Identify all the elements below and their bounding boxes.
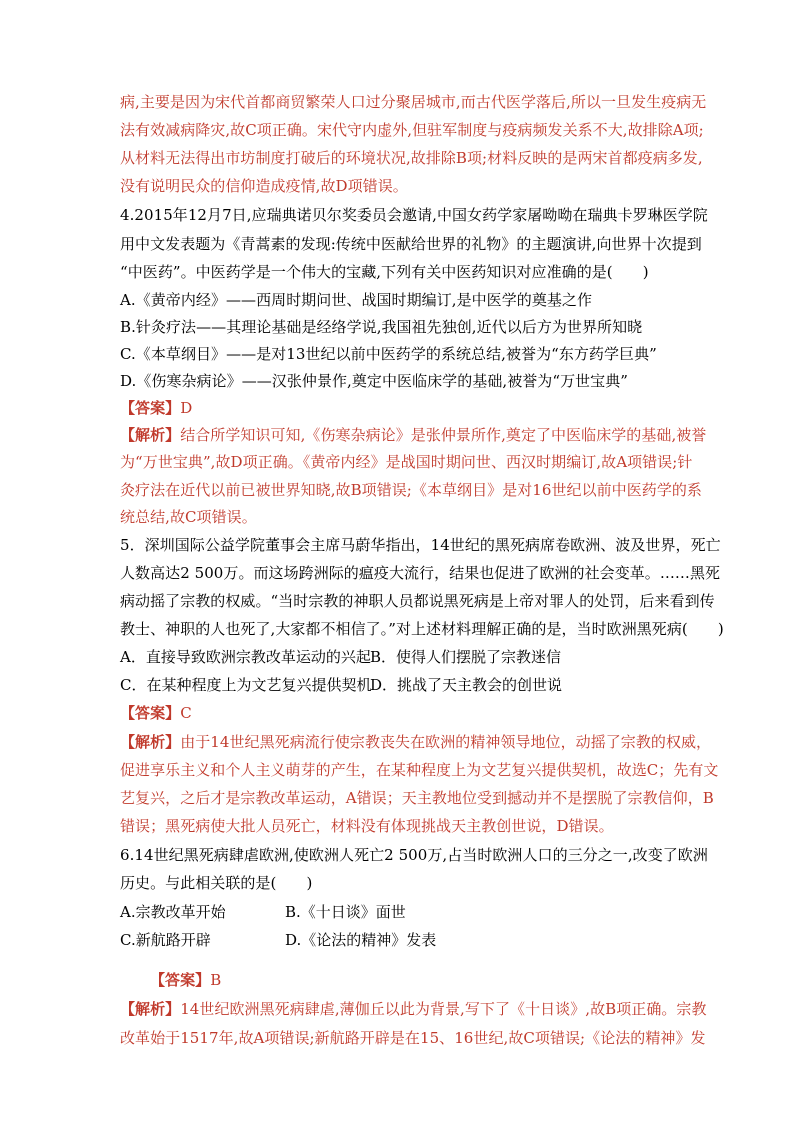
answer-label: 【答案】 [120, 399, 181, 417]
prev-explanation-line: 病,主要是因为宋代首都商贸繁荣人口过分聚居城市,而古代医学落后,所以一旦发生疫病无 [120, 93, 707, 111]
q4-analysis-line: 为“万世宝典”,故D项正确。《黄帝内经》是战国时期问世、西汉时期编订,故A项错误;针 [120, 453, 693, 471]
q6-option-c: C.新航路开辟 [120, 931, 211, 949]
q6-stem-line: 历史。与此相关联的是( ) [120, 874, 313, 892]
q4-option-b: B.针灸疗法——其理论基础是经络学说,我国祖先独创,近代以后方为世界所知晓 [120, 318, 643, 336]
q5-stem-line: 5．深圳国际公益学院董事会主席马蔚华指出，14世纪的黑死病席卷欧洲、波及世界，死亡 [120, 536, 721, 554]
q4-stem-line: 4.2015年12月7日,应瑞典诺贝尔奖委员会邀请,中国女药学家屠呦呦在瑞典卡罗琳医学院 [120, 206, 708, 224]
q6-option-d: D.《论法的精神》发表 [285, 931, 437, 949]
q6-analysis-line: 改革始于1517年,故A项错误;新航路开辟是在15、16世纪,故C项错误;《论法的精神》发 [120, 1029, 706, 1047]
answer-label: 【答案】 [120, 704, 181, 722]
prev-explanation-line: 从材料无法得出市坊制度打破后的环境状况,故排除B项;材料反映的是两宋首都疫病多发, [120, 149, 703, 167]
q5-stem-line: 教士、神职的人也死了,大家都不相信了。”对上述材料理解正确的是，当时欧洲黑死病( ) [120, 620, 724, 638]
q4-answer [120, 398, 680, 418]
q4-stem-line: “中医药”。中医药学是一个伟大的宝藏,下列有关中医药知识对应准确的是( ) [120, 263, 649, 281]
q4-option-d: D.《伤寒杂病论》——汉张仲景作,奠定中医临床学的基础,被誉为“万世宝典” [120, 372, 628, 390]
q5-answer [120, 703, 680, 723]
q4-analysis-line [120, 425, 707, 445]
prev-explanation-line: 没有说明民众的信仰造成疫情,故D项错误。 [120, 177, 408, 195]
q4-option-c: C.《本草纲目》——是对13世纪以前中医药学的系统总结,被誉为“东方药学巨典” [120, 345, 657, 363]
q5-stem-line: 病动摇了宗教的权威。“当时宗教的神职人员都说黑死病是上帝对罪人的处罚，后来看到传 [120, 592, 715, 610]
q4-stem-line: 用中文发表题为《青蒿素的发现:传统中医献给世界的礼物》的主题演讲,向世界十次提到 [120, 235, 702, 253]
q4-analysis-line: 灸疗法在近代以前已被世界知晓,故B项错误;《本草纲目》是对16世纪以前中医药学的系 [120, 481, 702, 499]
q6-stem-line: 6.14世纪黑死病肆虐欧洲,使欧洲人死亡2 500万,占当时欧洲人口的三分之一,改变了欧洲 [120, 846, 708, 864]
q6-option-b: B.《十日谈》面世 [285, 903, 406, 921]
analysis-text: 由于14世纪黑死病流行使宗教丧失在欧洲的精神领导地位，动摇了宗教的权威， [180, 733, 712, 751]
q5-analysis-line: 错误；黑死病使大批人员死亡，材料没有体现挑战天主教创世说，D错误。 [120, 817, 614, 835]
prev-explanation-line: 法有效减病降灾,故C项正确。宋代守内虚外,但驻军制度与疫病频发关系不大,故排除A项; [120, 121, 704, 139]
q6-option-a: A.宗教改革开始 [120, 903, 226, 921]
q5-option-a: A．直接导致欧洲宗教改革运动的兴起 [120, 648, 371, 666]
q5-option-b: B．使得人们摆脱了宗教迷信 [370, 648, 562, 666]
q5-analysis-line: 艺复兴，之后才是宗教改革运动，A错误；天主教地位受到撼动并不是摆脱了宗教信仰，B [120, 789, 714, 807]
q4-analysis-line: 统总结,故C项错误。 [120, 508, 257, 526]
q5-option-d: D．挑战了天主教会的创世说 [370, 676, 563, 694]
answer-label: 【答案】 [150, 971, 211, 989]
answer-value: C [180, 704, 192, 722]
analysis-label: 【解析】 [120, 426, 181, 444]
analysis-label: 【解析】 [120, 1000, 181, 1018]
analysis-text: 结合所学知识可知,《伤寒杂病论》是张仲景所作,奠定了中医临床学的基础,被誉 [180, 426, 707, 444]
q4-option-a: A.《黄帝内经》——西周时期问世、战国时期编订,是中医学的奠基之作 [120, 291, 593, 309]
analysis-label: 【解析】 [120, 733, 181, 751]
q5-stem-line: 人数高达2 500万。而这场跨洲际的瘟疫大流行，结果也促进了欧洲的社会变革。……黑死 [120, 564, 721, 582]
q6-analysis-line [120, 999, 707, 1019]
answer-value: B [210, 971, 222, 989]
q5-option-c: C．在某种程度上为文艺复兴提供契机 [120, 676, 372, 694]
analysis-text: 14世纪欧洲黑死病肆虐,薄伽丘以此为背景,写下了《十日谈》,故B项正确。宗教 [180, 1000, 707, 1018]
answer-value: D [180, 399, 193, 417]
q5-analysis-line: 促进享乐主义和个人主义萌芽的产生，在某种程度上为文艺复兴提供契机，故选C；先有文 [120, 761, 719, 779]
q5-analysis-line [120, 732, 712, 752]
q6-answer [150, 970, 710, 990]
